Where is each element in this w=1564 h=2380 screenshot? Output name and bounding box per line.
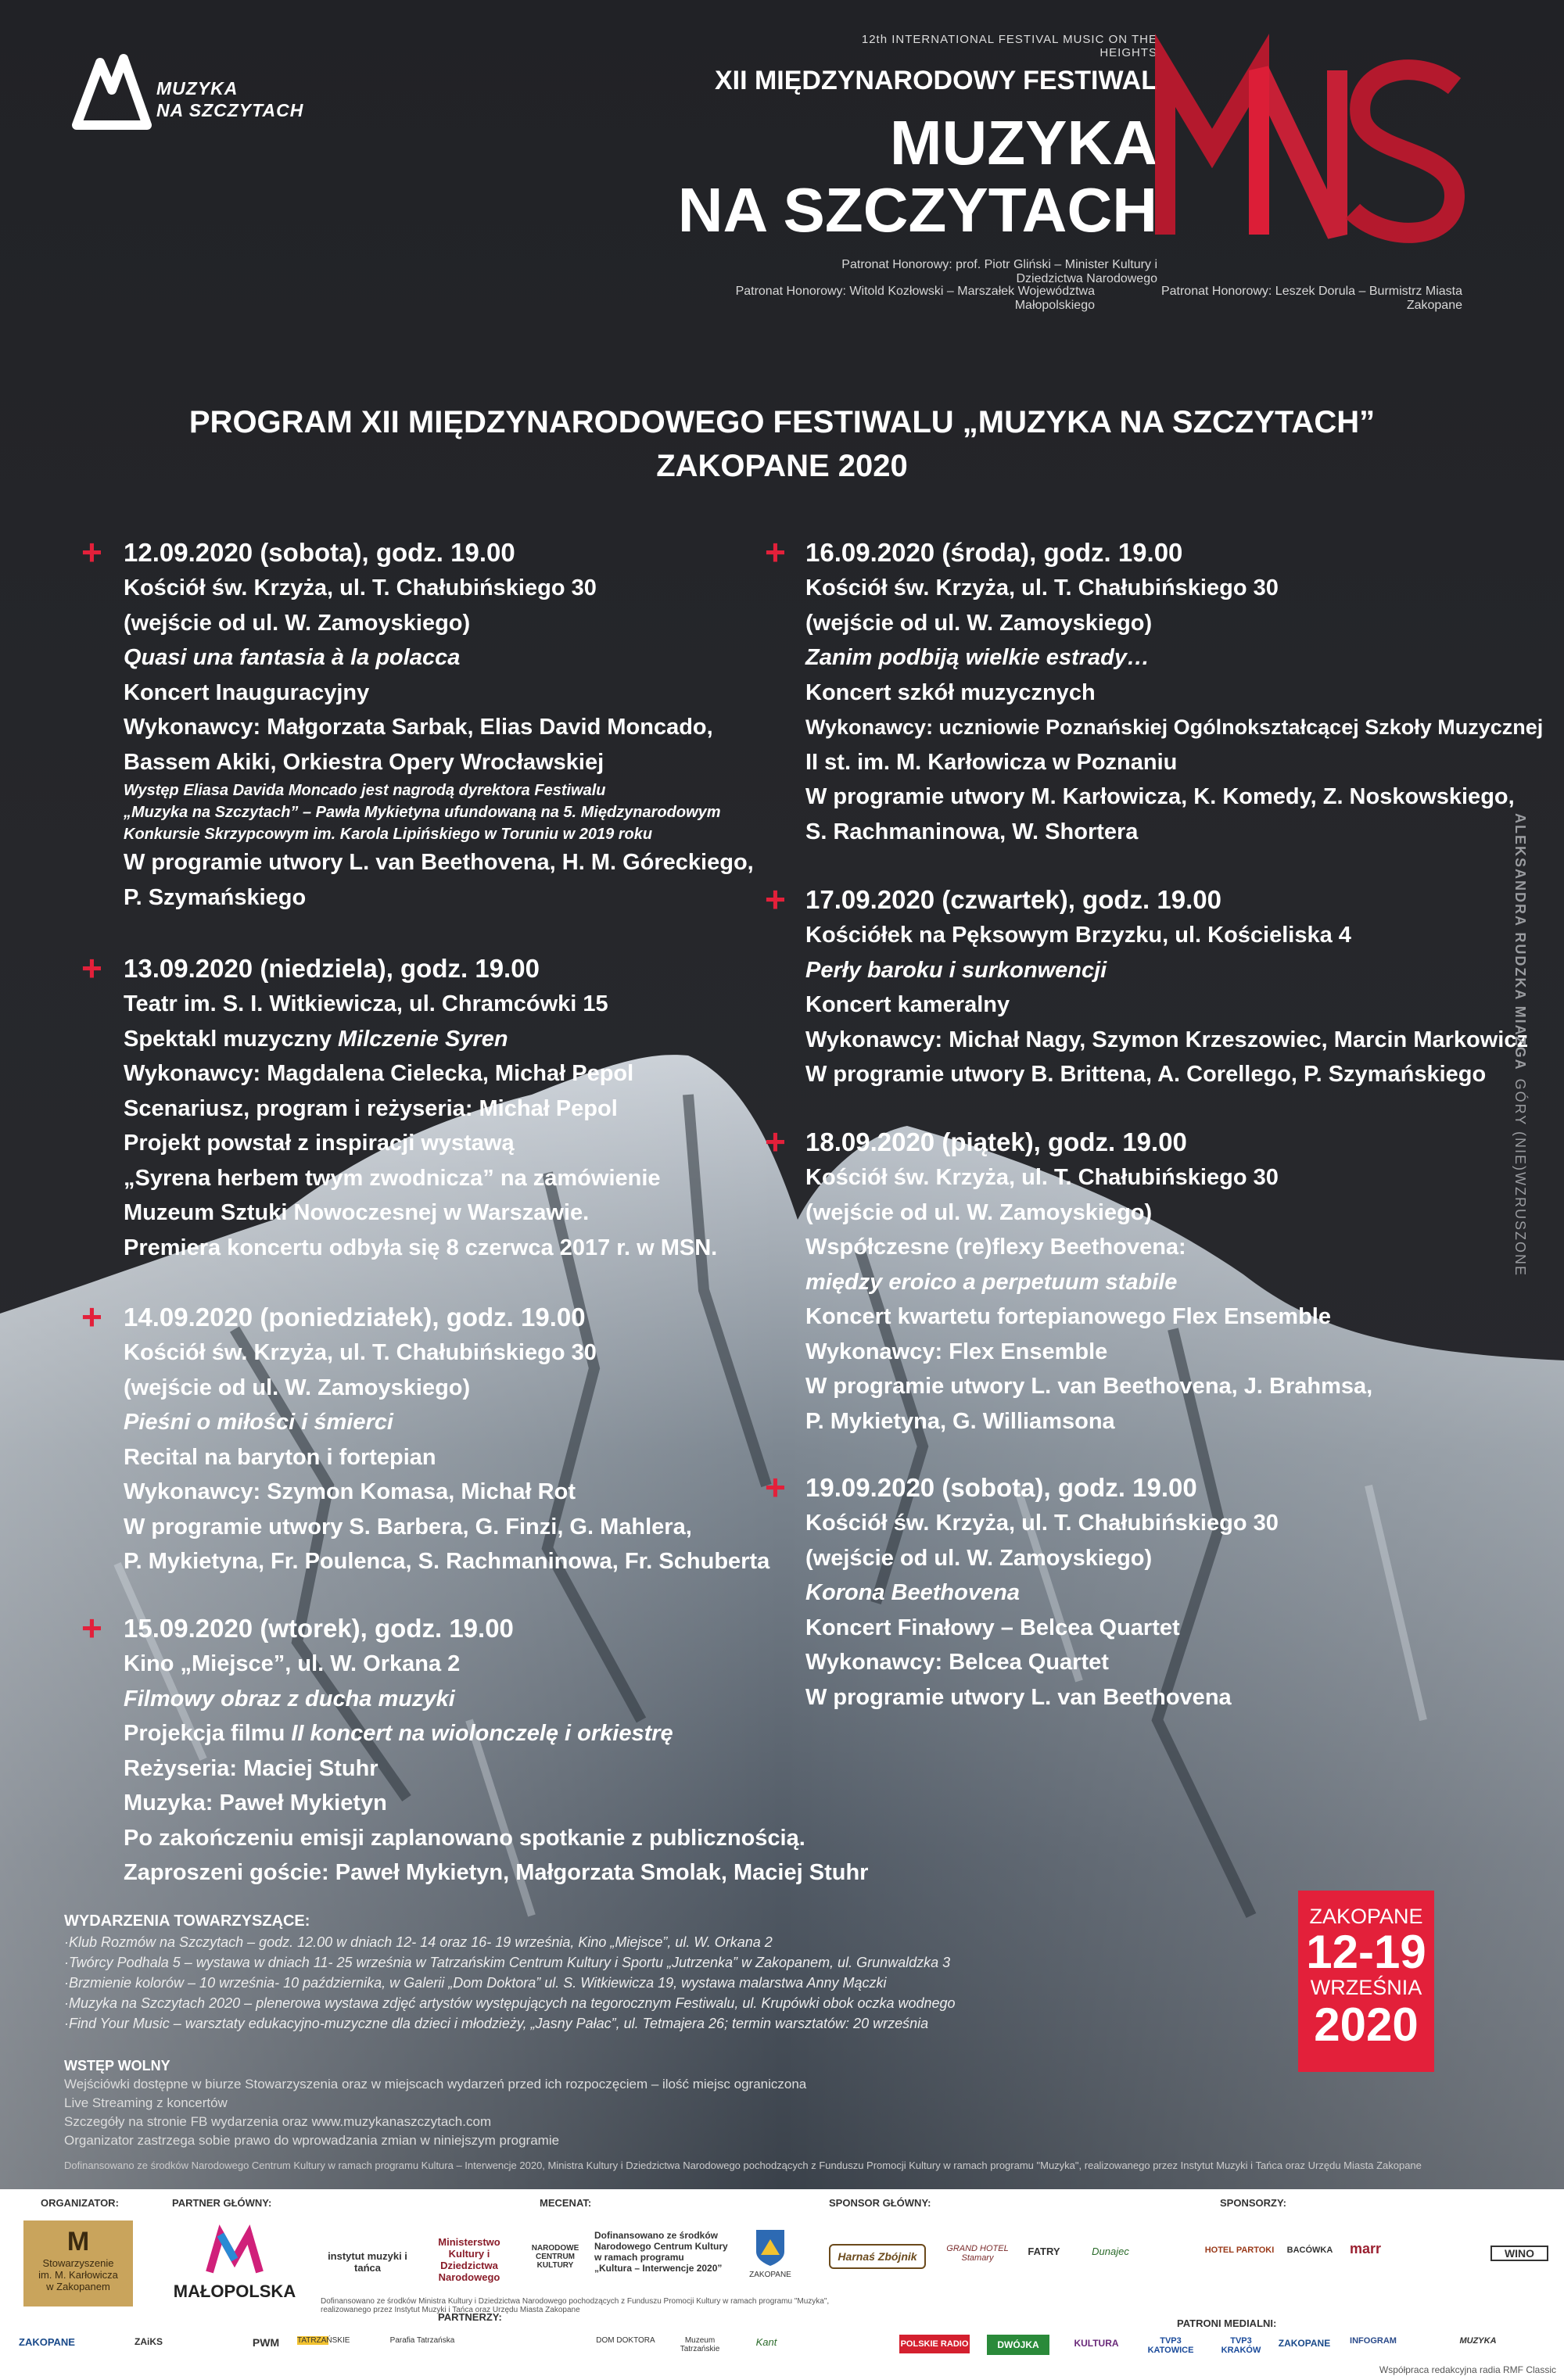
nck-note-line: „Kultura – Interwencje 2020”	[594, 2263, 723, 2274]
partner-item: TATRZAŃSKIE	[297, 2336, 350, 2345]
event-performers: Wykonawcy: Flex Ensemble	[805, 1339, 1108, 1364]
event-date: 12.09.2020 (sobota), godz. 19.00	[124, 538, 515, 567]
entry-line: Organizator zastrzega sobie prawo do wprowadzania zmian w niniejszym programie	[64, 2133, 560, 2148]
patron-mayor: Patronat Honorowy: Leszek Dorula – Burmistrz Miasta Zakopane	[1160, 285, 1462, 312]
artwork-title: GÓRY (NIE)WZRUSZONE	[1512, 1078, 1528, 1277]
event-venue: Kościół św. Krzyża, ul. T. Chałubińskiego 30	[805, 575, 1279, 600]
main-sponsor-label: SPONSOR GŁÓWNY:	[829, 2197, 931, 2209]
event-description: Po zakończeniu emisji zaplanowano spotkanie z publicznością.	[124, 1825, 805, 1851]
event-script: Scenariusz, program i reżyseria: Michał Pepol	[124, 1095, 618, 1121]
organizer-logo	[23, 2220, 133, 2307]
event-date: 15.09.2020 (wtorek), godz. 19.00	[124, 1614, 514, 1643]
event-type: Koncert szkół muzycznych	[805, 679, 1096, 705]
partner-item: ZAKOPANE	[19, 2336, 75, 2348]
event-venue: Teatr im. S. I. Witkiewicza, ul. Chramcówki 15	[124, 991, 608, 1016]
event-date: 18.09.2020 (piątek), godz. 19.00	[805, 1127, 1187, 1156]
event-bullet-icon: +	[81, 1296, 102, 1337]
event-venue: Kościół św. Krzyża, ul. T. Chałubińskiego 30	[124, 1340, 597, 1365]
event-type	[124, 1716, 868, 1751]
patron-logo-ministry: Ministerstwo Kultury i Dziedzictwa Narodowego	[438, 2236, 500, 2283]
festival-logo-icon	[69, 47, 155, 133]
rmf-note: Współpraca redakcyjna radia RMF Classic	[1379, 2364, 1556, 2375]
badge-year: 2020	[1314, 1998, 1419, 2051]
event-title: Korona Beethovena	[805, 1580, 1020, 1605]
event-bullet-icon: +	[765, 879, 786, 919]
event-type: Recital na baryton i fortepian	[124, 1444, 436, 1470]
event-title: Filmowy obraz z ducha muzyki	[124, 1686, 455, 1712]
event-title: Quasi una fantasia à la polacca	[124, 645, 461, 670]
sponsor-item: WINO	[1490, 2246, 1548, 2261]
event-type-label: Projekcja filmu	[124, 1721, 292, 1746]
sponsor-item: HOTEL PARTOKI	[1204, 2246, 1275, 2255]
sponsor-item: marr	[1349, 2241, 1382, 2256]
event-guests: Zaproszeni goście: Paweł Mykietyn, Małgorzata Smolak, Maciej Stuhr	[124, 1860, 869, 1885]
event-type: Koncert kameralny	[805, 992, 1010, 1017]
organizer-name: im. M. Karłowicza	[38, 2269, 118, 2281]
logo-text-line1: MUZYKA	[156, 78, 239, 99]
event-venue: Kościół św. Krzyża, ul. T. Chałubińskiego 30	[805, 1511, 1279, 1536]
event-bullet-icon: +	[81, 1608, 102, 1648]
entry-line: Wejściówki dostępne w biurze Stowarzyszenia oraz w miejscach wydarzeń przed ich rozpoczęciem – ilość miejsc ograniczona	[64, 2077, 807, 2091]
event-type: Koncert Inauguracyjny	[124, 679, 370, 705]
event-date: 14.09.2020 (poniedziałek), godz. 19.00	[124, 1303, 586, 1332]
partner-item: DOM DOKTORA	[596, 2336, 655, 2345]
sponsor-item: Dunajec	[1092, 2246, 1129, 2257]
event-title: Współczesne (re)flexy Beethovena:	[805, 1235, 1186, 1260]
event-entrance: (wejście od ul. W. Zamoyskiego)	[805, 610, 1153, 636]
main-sponsor-item: Harnaś Zbójnik	[829, 2244, 926, 2269]
media-item: TVP3 KATOWICE	[1147, 2336, 1194, 2355]
event-title: Milczenie Syren	[338, 1026, 508, 1052]
event-type: Koncert Finałowy – Belcea Quartet	[805, 1615, 1180, 1640]
event-performers: Wykonawcy: Szymon Komasa, Michał Rot	[124, 1479, 576, 1504]
event-director: Reżyseria: Maciej Stuhr	[124, 1755, 378, 1781]
badge-days: 12-19	[1306, 1926, 1426, 1978]
organizer-name: w Zakopanem	[46, 2281, 110, 2292]
event-venue: Kościółek na Pęksowym Brzyzku, ul. Kościeliska 4	[805, 923, 1351, 948]
event-2020-09-13	[124, 951, 717, 1265]
patron-label: MECENAT:	[540, 2197, 592, 2209]
event-program: W programie utwory B. Brittena, A. Corellego, P. Szymańskiego	[805, 1062, 1487, 1087]
event-program: W programie utwory L. van Beethovena, H. M. Góreckiego,	[124, 850, 754, 875]
event-2020-09-12	[124, 535, 754, 915]
sponsor-strip	[0, 2189, 1564, 2380]
event-performers: Wykonawcy: Magdalena Cielecka, Michał Pepol	[124, 1061, 634, 1086]
festival-dates-badge	[1298, 1891, 1434, 2072]
main-partner-label: PARTNER GŁÓWNY:	[172, 2197, 272, 2209]
festival-title-line2: NA SZCZYTACH	[677, 175, 1157, 245]
entry-heading: WSTĘP WOLNY	[64, 2058, 170, 2074]
event-note: Konkursie Skrzypcowym im. Karola Lipińskiego w Toruniu w 2019 roku	[124, 826, 653, 843]
partners-label: PARTNERZY:	[438, 2311, 502, 2323]
media-item: POLSKIE RADIO	[899, 2335, 970, 2353]
event-2020-09-18	[805, 1124, 1372, 1439]
event-entrance: (wejście od ul. W. Zamoyskiego)	[805, 1199, 1153, 1225]
international-subtitle: 12th INTERNATIONAL FESTIVAL MUSIC ON THE HEIGHTS	[861, 33, 1157, 59]
media-item: MUZYKA	[1459, 2336, 1497, 2346]
mns-logo-icon	[1157, 55, 1470, 242]
event-date: 13.09.2020 (niedziela), godz. 19.00	[124, 954, 540, 983]
sponsors-label: SPONSORZY:	[1220, 2197, 1286, 2209]
event-program: W programie utwory L. van Beethovena, J. Brahmsa,	[805, 1374, 1373, 1399]
event-performers-cont: II st. im. M. Karłowicza w Poznaniu	[805, 749, 1178, 775]
event-2020-09-16	[805, 535, 1543, 849]
event-bullet-icon: +	[81, 532, 102, 572]
program-title: PROGRAM XII MIĘDZYNARODOWEGO FESTIWALU „MUZYKA NA SZCZYTACH”	[188, 405, 1376, 439]
event-note: Występ Eliasa Davida Moncado jest nagrodą dyrektora Festiwalu	[124, 782, 606, 799]
sponsor-item: GRAND HOTEL Stamary	[946, 2244, 1009, 2263]
main-sponsor-item: ZAKOPANE	[749, 2271, 791, 2279]
media-item: TVP3 KRAKÓW	[1221, 2336, 1261, 2355]
media-item: ZAKOPANE	[1278, 2338, 1331, 2349]
side-event-item: ·Muzyka na Szczytach 2020 – plenerowa wystawa zdjęć artystów występujących na tegorocznym Festiwalu, ul. Krupówki obok oczka wodnego	[64, 1995, 956, 2011]
event-2020-09-15	[124, 1611, 868, 1891]
event-program: W programie utwory M. Karłowicza, K. Komedy, Z. Noskowskiego,	[805, 784, 1515, 809]
partner-item: Muzeum Tatrzańskie	[680, 2336, 720, 2353]
media-item: KULTURA	[1074, 2338, 1119, 2349]
entry-line: Szczegóły na stronie FB wydarzenia oraz www.muzykanaszczytach.com	[64, 2114, 492, 2129]
event-subtitle: między eroico a perpetuum stabile	[805, 1269, 1178, 1295]
partner-item: ZAiKS	[135, 2336, 163, 2347]
event-description: Premiera koncertu odbyła się 8 czerwca 2017 r. w MSN.	[124, 1235, 718, 1260]
side-event-item: ·Brzmienie kolorów – 10 września- 10 października, w Galerii „Dom Doktora” ul. S. Witkiewicza 19, wystawa malarstwa Anny Mączki	[64, 1975, 887, 1991]
patron-logo-imit: instytut muzyki i tańca	[328, 2250, 407, 2274]
side-event-item: ·Klub Rozmów na Szczytach – godz. 12.00 w dniach 12- 14 oraz 16- 19 września, Kino „Miejsce”, ul. W. Orkana 2	[64, 1934, 773, 1950]
artist-credit	[1500, 813, 1528, 1298]
event-title: Perły baroku i surkonwencji	[805, 957, 1107, 983]
event-date: 19.09.2020 (sobota), godz. 19.00	[805, 1473, 1197, 1502]
event-entrance: (wejście od ul. W. Zamoyskiego)	[805, 1545, 1153, 1571]
sponsor-item: BACÓWKA	[1286, 2246, 1333, 2255]
side-event-item: ·Twórcy Podhala 5 – wystawa w dniach 11- 25 września w Tatrzańskim Centrum Kultury i Sportu „Jutrzenka” w Zakopanem, ul. Grunwaldzka 3	[64, 1955, 951, 1970]
program-subtitle: ZAKOPANE 2020	[656, 449, 908, 483]
event-2020-09-17	[805, 882, 1528, 1092]
event-venue: Kościół św. Krzyża, ul. T. Chałubińskiego 30	[124, 575, 597, 600]
event-program: W programie utwory L. van Beethovena	[805, 1684, 1232, 1710]
nck-funding-note	[594, 2230, 782, 2274]
event-type: Koncert kwartetu fortepianowego Flex Ensemble	[805, 1304, 1331, 1329]
organizer-name: Stowarzyszenie	[42, 2257, 114, 2269]
zakopane-crest-icon	[755, 2228, 786, 2267]
event-type	[124, 1022, 717, 1057]
media-item: DWÓJKA	[987, 2335, 1049, 2355]
event-program: W programie utwory S. Barbera, G. Finzi, G. Mahlera,	[124, 1514, 692, 1539]
organizer-label: ORGANIZATOR:	[41, 2197, 119, 2209]
side-events-heading: WYDARZENIA TOWARZYSZĄCE:	[64, 1912, 310, 1930]
nck-note-line: Narodowego Centrum Kultury	[594, 2241, 728, 2252]
event-type-label: Spektakl muzyczny	[124, 1026, 338, 1052]
event-date: 17.09.2020 (czwartek), godz. 19.00	[805, 885, 1221, 914]
badge-city: ZAKOPANE	[1309, 1905, 1423, 1928]
event-performers: Wykonawcy: Michał Nagy, Szymon Krzeszowiec, Marcin Markowicz	[805, 1027, 1528, 1052]
partner-item: PWM	[252, 2336, 280, 2349]
festival-edition: XII MIĘDZYNARODOWY FESTIWAL	[714, 66, 1157, 95]
event-entrance: (wejście od ul. W. Zamoyskiego)	[124, 610, 471, 636]
main-partner-name: MAŁOPOLSKA	[173, 2281, 296, 2301]
event-note: „Muzyka na Szczytach” – Pawła Mykietyna ufundowaną na 5. Międzynarodowym	[124, 804, 721, 821]
event-bullet-icon: +	[81, 948, 102, 988]
artist-credit-text	[1512, 813, 1529, 1277]
organizer-monogram-icon: M	[66, 2227, 90, 2256]
event-bullet-icon: +	[765, 1467, 786, 1507]
event-program-cont: P. Mykietyna, G. Williamsona	[805, 1408, 1115, 1434]
event-title: Pieśni o miłości i śmierci	[124, 1410, 393, 1435]
event-performers: Wykonawcy: uczniowie Poznańskiej Ogólnokształcącej Szkoły Muzycznej	[805, 715, 1544, 739]
event-2020-09-14	[124, 1299, 769, 1579]
event-date: 16.09.2020 (środa), godz. 19.00	[805, 538, 1183, 567]
patron-logo-nck: NARODOWE CENTRUM KULTURY	[531, 2244, 579, 2270]
patron-marshal: Patronat Honorowy: Witold Kozłowski – Marszałek Województwa Małopolskiego	[735, 285, 1095, 312]
logo-text-line2: NA SZCZYTACH	[156, 100, 304, 120]
event-bullet-icon: +	[765, 532, 786, 572]
nck-note-line: Dofinansowano ze środków	[594, 2230, 719, 2241]
entry-line: Live Streaming z koncertów	[64, 2095, 228, 2110]
event-performers: Wykonawcy: Belcea Quartet	[805, 1650, 1109, 1675]
event-venue: Kościół św. Krzyża, ul. T. Chałubińskiego 30	[805, 1165, 1279, 1190]
event-description: Muzeum Sztuki Nowoczesnej w Warszawie.	[124, 1200, 590, 1225]
partner-item: Kant	[755, 2336, 777, 2348]
side-event-item: ·Find Your Music – warsztaty edukacyjno-muzyczne dla dzieci i młodzieży, „Jasny Pałac”, ul. Tetmajera 26; termin warsztatów: 20 września	[64, 2016, 929, 2031]
event-performers: Wykonawcy: Małgorzata Sarbak, Elias David Moncado,	[124, 715, 713, 740]
event-2020-09-19	[805, 1470, 1279, 1715]
event-venue: Kino „Miejsce”, ul. W. Orkana 2	[124, 1651, 461, 1676]
nck-note-line: w ramach programu	[594, 2252, 684, 2263]
event-performers-cont: Bassem Akiki, Orkiestra Opery Wrocławskiej	[124, 749, 604, 775]
event-description: Projekt powstał z inspiracji wystawą	[124, 1131, 515, 1156]
festival-title-line1: MUZYKA	[889, 108, 1157, 177]
media-item: INFOGRAM	[1350, 2336, 1397, 2346]
sponsor-item: FATRY	[1028, 2246, 1060, 2257]
event-entrance: (wejście od ul. W. Zamoyskiego)	[124, 1375, 471, 1400]
event-music: Muzyka: Paweł Mykietyn	[124, 1790, 387, 1815]
artist-name: ALEKSANDRA RUDZKA MIAZGA	[1512, 813, 1528, 1071]
malopolska-logo-icon	[203, 2228, 266, 2275]
badge-month: WRZEŚNIA	[1310, 1976, 1422, 1999]
patron-minister: Patronat Honorowy: prof. Piotr Gliński – Minister Kultury i Dziedzictwa Narodowego	[841, 258, 1157, 285]
event-title: Zanim podbiją wielkie estrady…	[805, 645, 1150, 670]
event-description: „Syrena herbem twym zwodnicza” na zamówienie	[124, 1165, 661, 1191]
patron-small-note: Dofinansowano ze środków Ministra Kultury i Dziedzictwa Narodowego pochodzących z Funduszu Promocji Kultury w ramach programu "Muzyka", realizowanego przez Instytut Muzyki i Tańca oraz Urzędu Miasta Zakopane	[321, 2297, 830, 2314]
event-bullet-icon: +	[765, 1121, 786, 1162]
event-program-cont: P. Szymańskiego	[124, 884, 307, 910]
media-label: PATRONI MEDIALNI:	[1177, 2317, 1277, 2329]
funding-note: Dofinansowano ze środków Narodowego Centrum Kultury w ramach programu Kultura – Interwencje 2020, Ministra Kultury i Dziedzictwa Narodowego pochodzących z Funduszu Promocji Kultury w ramach programu "Muzyka", realizowanego przez Instytut Muzyki i Tańca oraz Urzędu Miasta Zakopane	[64, 2160, 1422, 2171]
event-program-cont: S. Rachmaninowa, W. Shortera	[805, 819, 1139, 844]
partner-item: Parafia Tatrzańska	[389, 2336, 455, 2345]
event-program-cont: P. Mykietyna, Fr. Poulenca, S. Rachmaninowa, Fr. Schuberta	[124, 1549, 770, 1574]
film-title: II koncert na wiolonczelę i orkiestrę	[291, 1721, 673, 1746]
